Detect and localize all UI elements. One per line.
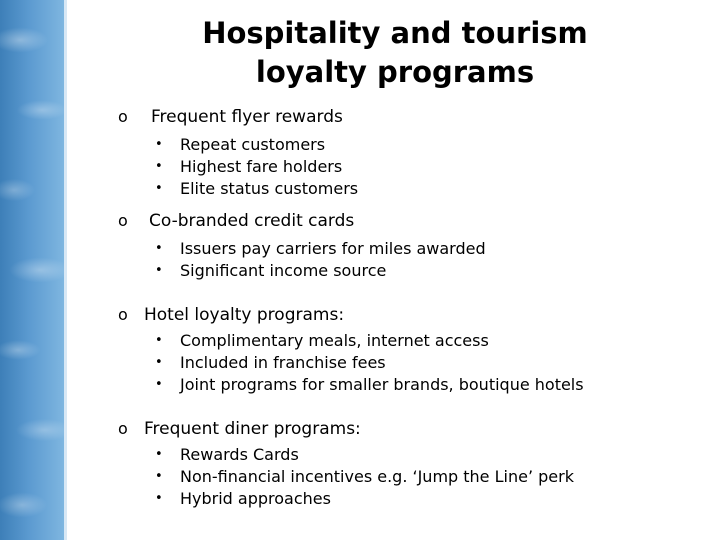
bullet-dot-icon: • <box>155 333 163 348</box>
bullet-dot-icon: • <box>155 137 163 152</box>
bullet-dot-icon: • <box>155 159 163 174</box>
decorative-water-strip <box>0 0 64 540</box>
title-line-1: Hospitality and tourism <box>202 16 588 50</box>
bullet-dot-icon: • <box>155 469 163 484</box>
section-items-frequent-flyer <box>155 134 358 200</box>
bullet-dot-icon: • <box>155 181 163 196</box>
list-item: • Hybrid approaches <box>155 489 331 508</box>
list-item: • Rewards Cards <box>155 445 299 464</box>
list-item: • Highest fare holders <box>155 157 343 176</box>
bullet-dot-icon: • <box>155 355 163 370</box>
section-heading: Hotel loyalty programs: <box>144 305 345 325</box>
section-heading: Frequent diner programs: <box>144 419 361 439</box>
list-item: • Repeat customers <box>155 135 326 154</box>
slide-title <box>140 14 650 92</box>
list-item: • Non-financial incentives e.g. ‘Jump the Line’ perk <box>155 467 574 486</box>
hollow-bullet-icon: o <box>118 419 128 438</box>
hollow-bullet-icon: o <box>118 107 128 126</box>
list-item: • Complimentary meals, internet access <box>155 331 489 350</box>
hollow-bullet-icon: o <box>118 305 128 324</box>
list-item: • Joint programs for smaller brands, boutique hotels <box>155 375 584 394</box>
section-items-hotel-loyalty <box>155 330 584 396</box>
section-heading: Frequent flyer rewards <box>151 107 343 127</box>
list-item: • Significant income source <box>155 261 387 280</box>
list-item: • Elite status customers <box>155 179 359 198</box>
section-heading: Co-branded credit cards <box>149 211 355 231</box>
section-items-frequent-diner <box>155 444 574 510</box>
bullet-dot-icon: • <box>155 377 163 392</box>
title-line-2: loyalty programs <box>255 55 535 89</box>
section-items-co-branded-cards <box>155 238 486 282</box>
list-item: • Included in franchise fees <box>155 353 386 372</box>
bullet-dot-icon: • <box>155 241 163 256</box>
list-item: • Issuers pay carriers for miles awarded <box>155 239 486 258</box>
bullet-dot-icon: • <box>155 263 163 278</box>
hollow-bullet-icon: o <box>118 211 128 230</box>
strip-divider <box>64 0 67 540</box>
bullet-dot-icon: • <box>155 447 163 462</box>
bullet-dot-icon: • <box>155 491 163 506</box>
